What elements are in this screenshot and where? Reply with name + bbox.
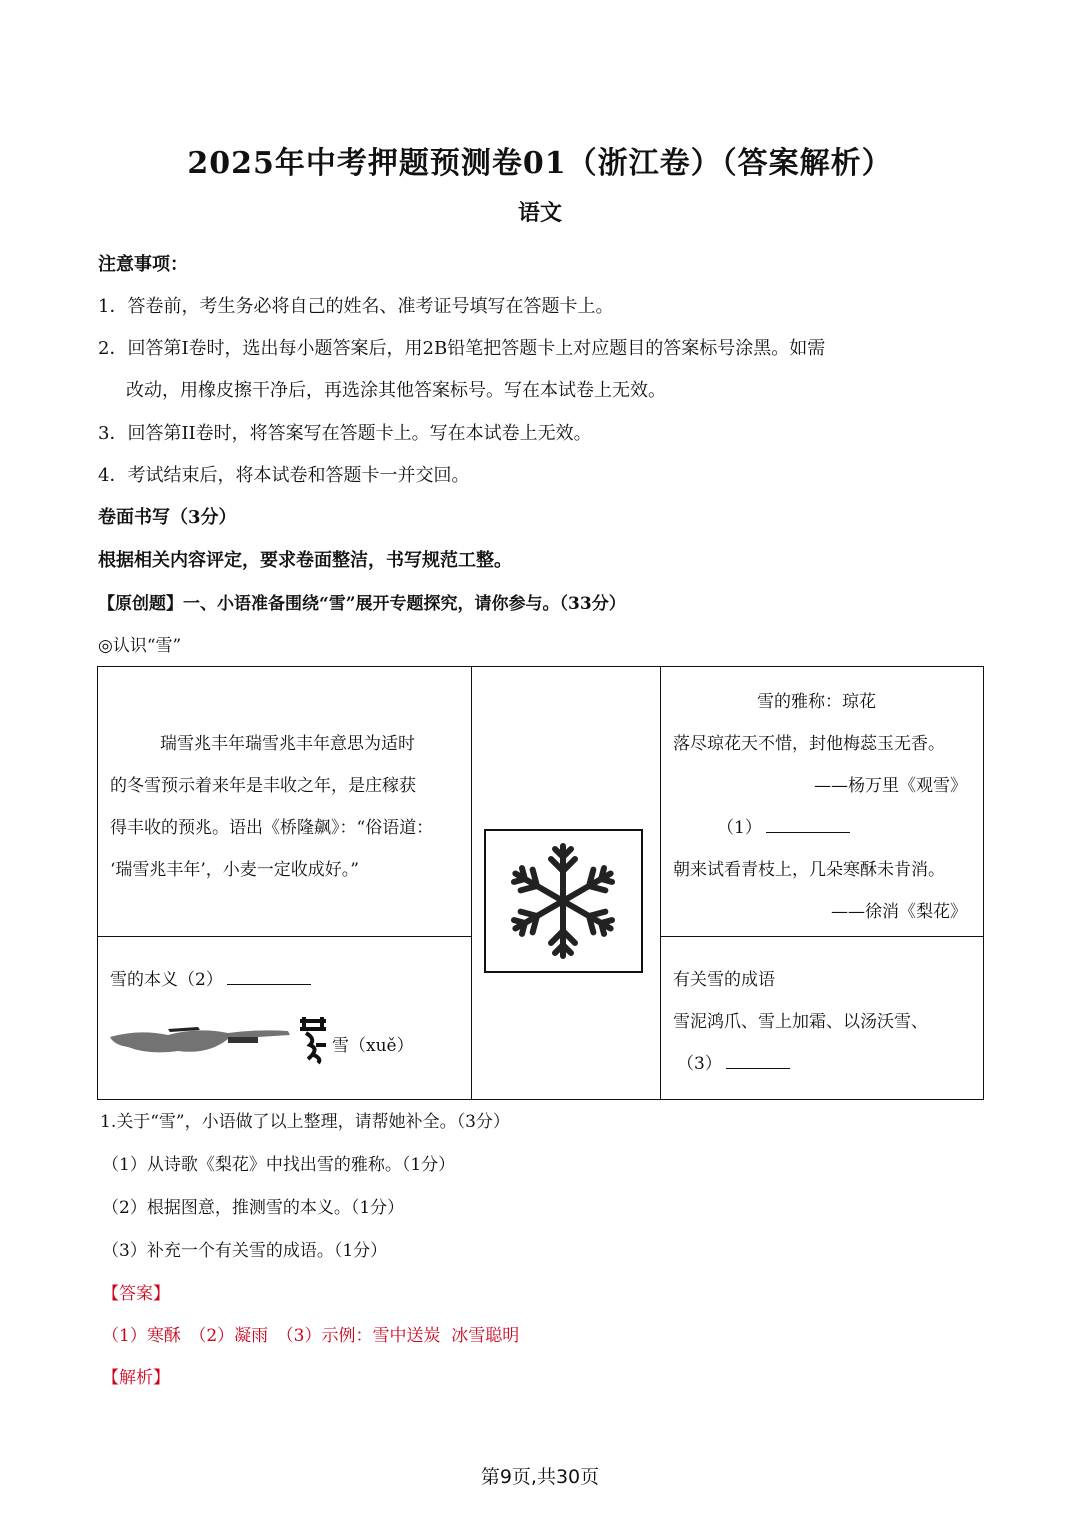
rain-cloud-glyph-icon [108, 1025, 308, 1059]
page-title: 2025年中考押题预测卷01（浙江卷）（答案解析） [187, 146, 893, 181]
proverb-line: 的冬雪预示着来年是丰收之年，是庄稼获 [110, 776, 416, 796]
origin-cell [98, 937, 472, 1100]
elegant-name-cell [661, 667, 984, 937]
snow-info-table [97, 666, 984, 1100]
notice-item: 2．回答第I卷时，选出每小题答案后，用2B铅笔把答题卡上对应题目的答案标号涂黑。如需 [98, 338, 826, 359]
answer-label: 【答案】 [102, 1284, 170, 1304]
blank-3 [677, 1049, 790, 1074]
poem-author: ——徐消《梨花》 [831, 902, 967, 922]
proverb-cell [98, 667, 472, 937]
origin-label-line [110, 965, 311, 990]
writing-text: 根据相关内容评定，要求卷面整洁，书写规范工整。 [98, 550, 512, 571]
snowflake-cell [472, 667, 661, 1100]
idiom-title: 有关雪的成语 [673, 970, 775, 990]
section-heading: 【原创题】一、小语准备围绕“雪”展开专题探究，请你参与。（33分） [98, 594, 626, 614]
poem-line: 朝来试看青枝上，几朵寒酥未肯消。 [673, 860, 945, 880]
notice-heading: 注意事项： [98, 254, 188, 275]
notice-item: 3．回答第II卷时，将答案写在答题卡上。写在本试卷上无效。 [98, 423, 592, 444]
snowflake-frame [484, 829, 643, 973]
proverb-line: 得丰收的预兆。语出《桥隆飙》：“俗语道： [110, 818, 434, 838]
page-footer: 第9页,共30页 [480, 1466, 600, 1488]
origin-char: 雪（xuě） [332, 1036, 414, 1056]
notice-item: 改动，用橡皮擦干净后，再选涂其他答案标号。写在本试卷上无效。 [126, 380, 666, 401]
section-sub: ◎认识“雪” [98, 636, 182, 656]
idiom-list: 雪泥鸿爪、雪上加霜、以汤沃雪、 [673, 1012, 928, 1032]
notice-item: 4．考试结束后，将本试卷和答题卡一并交回。 [98, 465, 470, 486]
writing-heading: 卷面书写（3分） [98, 507, 237, 528]
proverb-line: ‘瑞雪兆丰年’，小麦一定收成好。” [110, 860, 359, 880]
ancient-snow-char-icon [296, 1015, 330, 1065]
idiom-cell [661, 937, 984, 1100]
poem-line: 落尽琼花天不惜，封他梅蕊玉无香。 [673, 734, 945, 754]
blank-3-label: （3） [677, 1054, 722, 1074]
arrow-icon [228, 1033, 268, 1047]
elegant-title: 雪的雅称：琼花 [757, 692, 876, 712]
proverb-line: 瑞雪兆丰年瑞雪兆丰年意思为适时 [160, 734, 415, 754]
answer-text: （1）寒酥 （2）凝雨 （3）示例：雪中送炭 冰雪聪明 [102, 1326, 520, 1346]
question-part: （2）根据图意，推测雪的本义。（1分） [102, 1198, 405, 1218]
question-stem: 1.关于“雪”，小语做了以上整理，请帮她补全。（3分） [100, 1112, 510, 1132]
question-part: （1）从诗歌《梨花》中找出雪的雅称。（1分） [102, 1155, 456, 1175]
poem-author: ——杨万里《观雪》 [814, 776, 967, 796]
subject-title: 语文 [517, 200, 562, 226]
analysis-label: 【解析】 [102, 1368, 170, 1388]
notice-item: 1．答卷前，考生务必将自己的姓名、准考证号填写在答题卡上。 [98, 296, 614, 317]
blank-1-label: （1） [717, 818, 762, 838]
origin-label: 雪的本义（2） [110, 970, 223, 990]
snowflake-icon [486, 831, 641, 971]
question-part: （3）补充一个有关雪的成语。（1分） [102, 1241, 388, 1261]
blank-1 [717, 813, 850, 838]
